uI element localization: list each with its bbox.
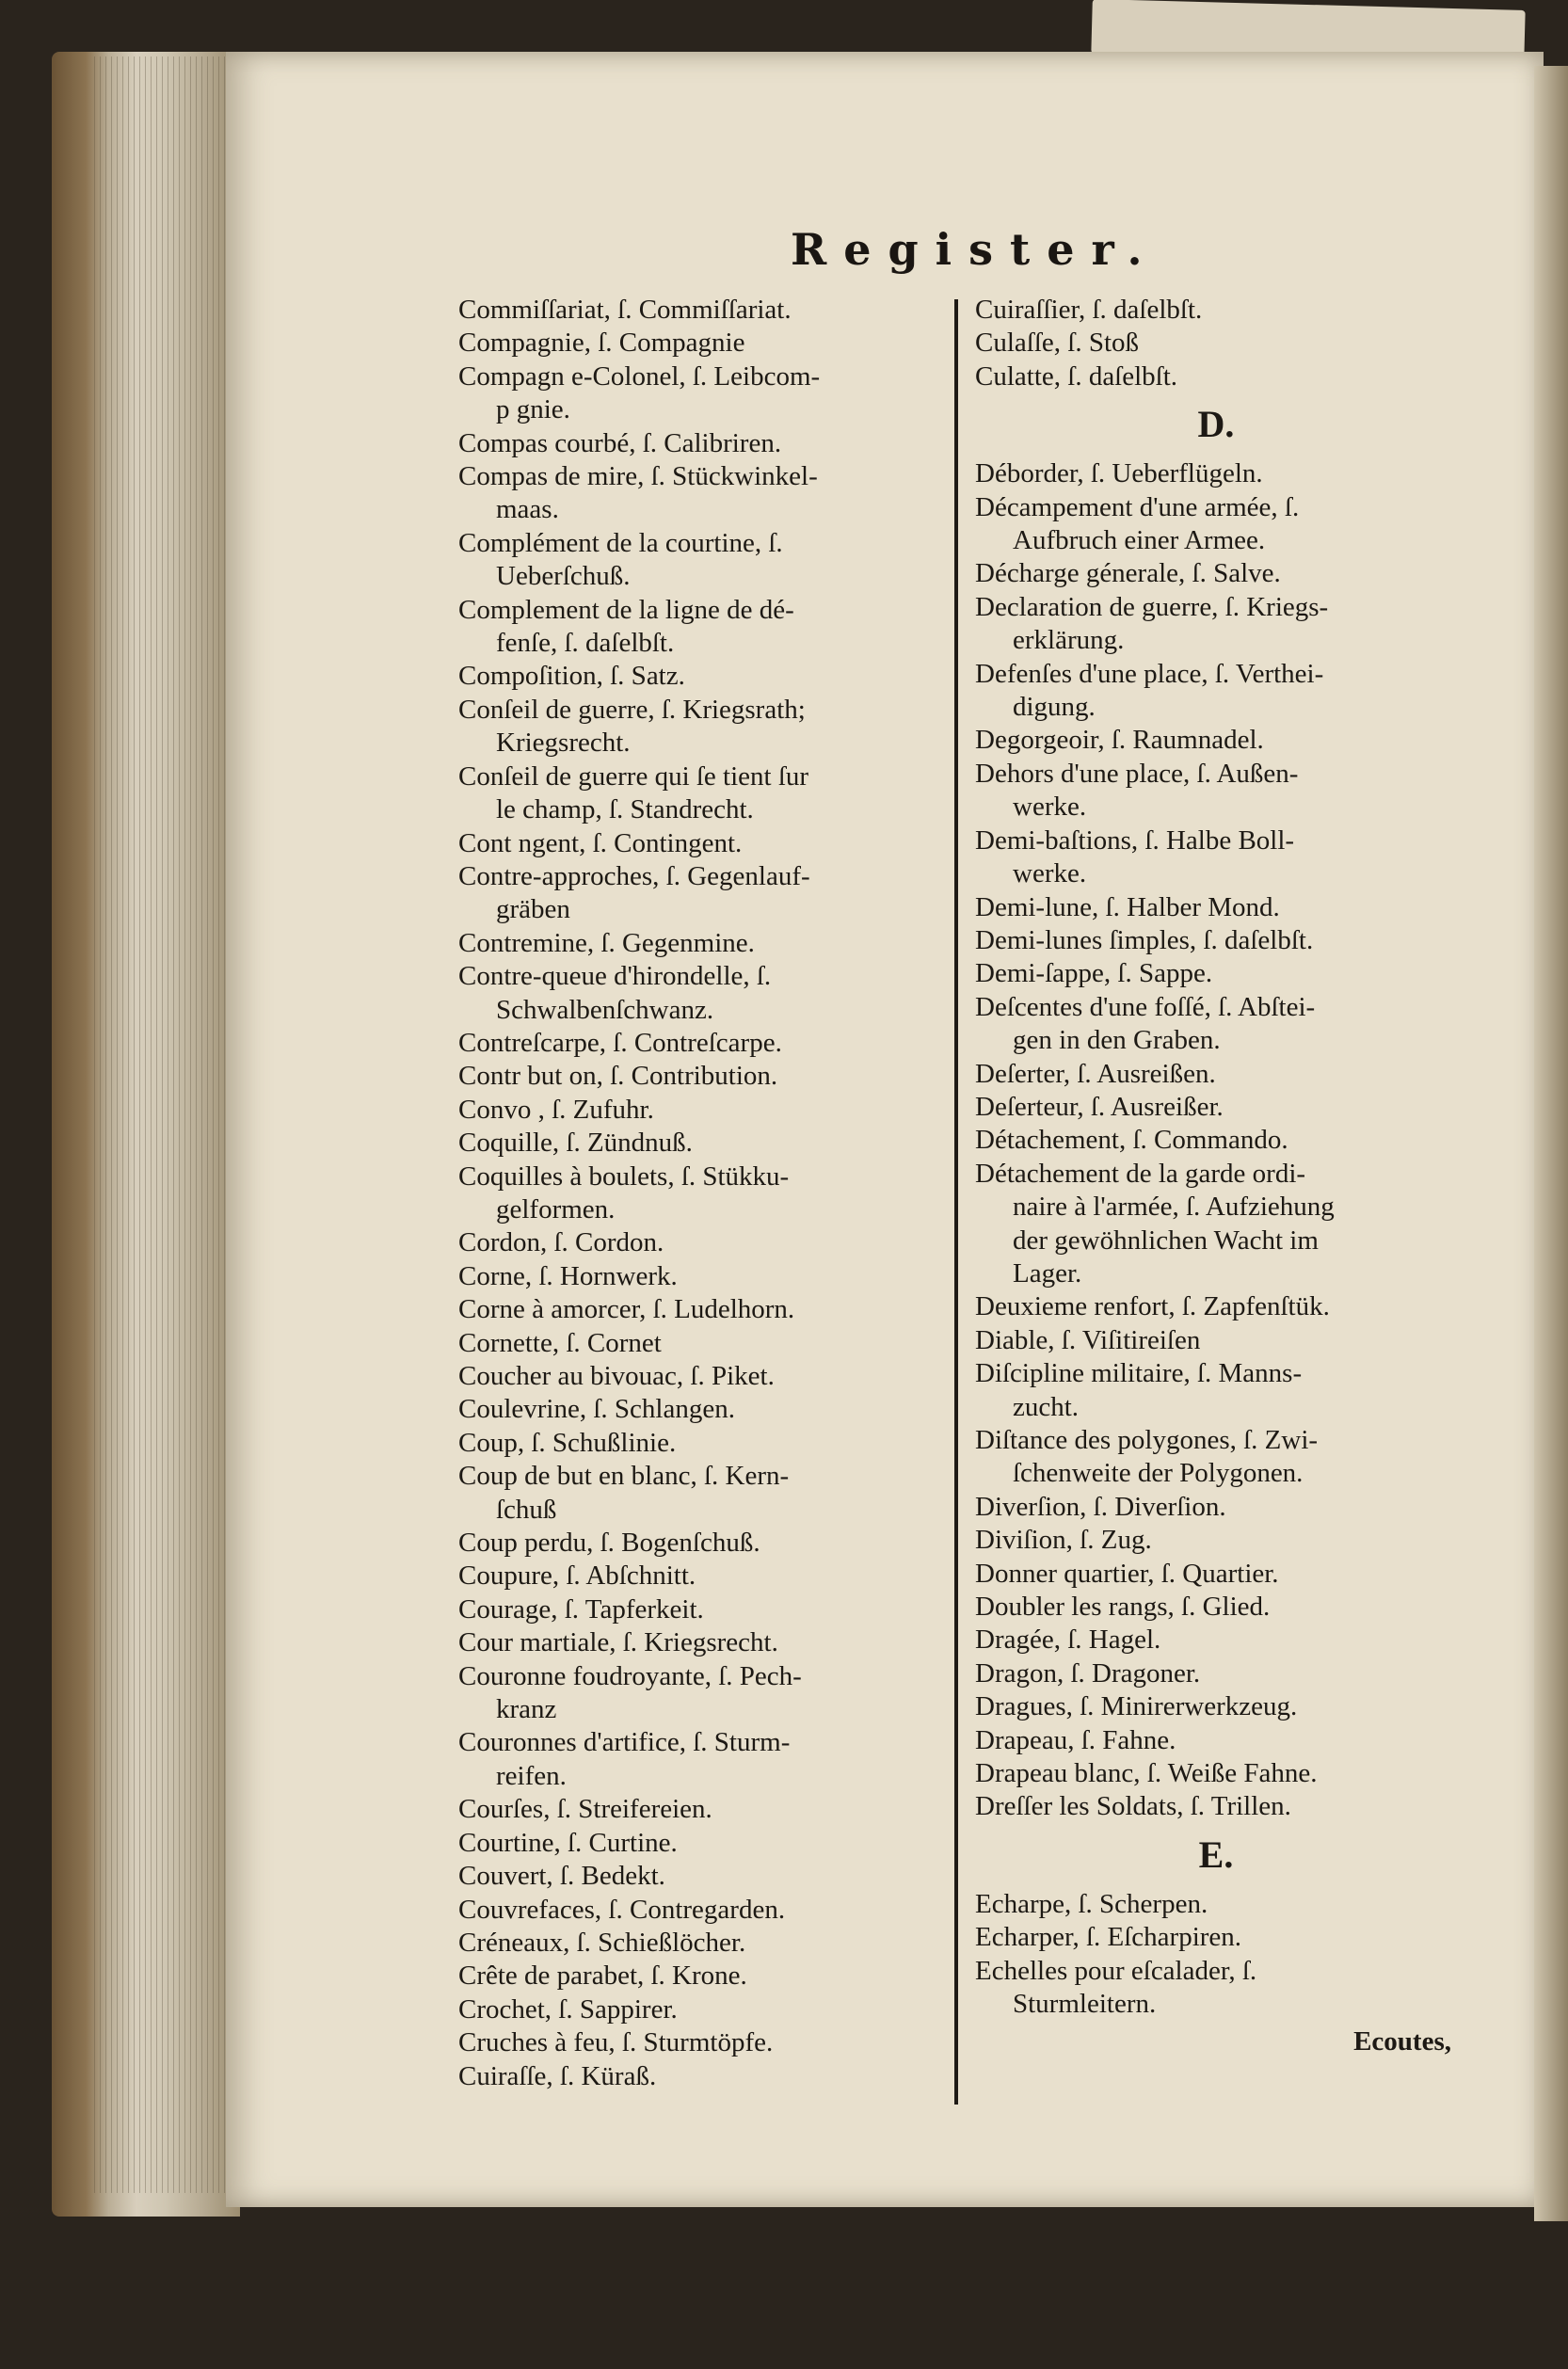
entry-line: Compas de mire, ſ. Stückwinkel- bbox=[458, 461, 818, 492]
column-rule bbox=[954, 299, 958, 2105]
entry-line: Compagn e-Colonel, ſ. Leibcom- bbox=[458, 360, 821, 392]
index-entry bbox=[975, 1657, 1457, 1690]
index-entry bbox=[975, 1690, 1457, 1723]
entry-line: Coucher au bivouac, ſ. Piket. bbox=[458, 1361, 775, 1391]
entry-line: Deſcentes d'une foſſé, ſ. Abſtei- bbox=[975, 991, 1316, 1022]
entry-continuation: gräben bbox=[496, 894, 570, 925]
entry-line: Compagnie, ſ. Compagnie bbox=[458, 328, 745, 359]
index-entry bbox=[458, 1827, 938, 1860]
index-entry bbox=[975, 1058, 1457, 1091]
entry-line: Compoſition, ſ. Satz. bbox=[458, 661, 685, 692]
left-column bbox=[458, 294, 938, 2093]
index-entry bbox=[975, 724, 1457, 757]
index-entry bbox=[458, 1960, 938, 1993]
entry-line: Détachement, ſ. Commando. bbox=[975, 1125, 1288, 1156]
entry-continuation: le champ, ſ. Standrecht. bbox=[496, 794, 754, 825]
entry-continuation: werke. bbox=[1013, 792, 1087, 823]
entry-line: Couvert, ſ. Bedekt. bbox=[458, 1861, 665, 1892]
index-entry bbox=[458, 1160, 938, 1227]
entry-line: Couronnes d'artifice, ſ. Sturm- bbox=[458, 1727, 791, 1758]
index-entry bbox=[458, 1993, 938, 2026]
entry-line: Doubler les rangs, ſ. Glied. bbox=[975, 1592, 1271, 1623]
index-entry bbox=[458, 1626, 938, 1659]
entry-continuation: gelformen. bbox=[496, 1193, 616, 1225]
entry-line: Dreſſer les Soldats, ſ. Trillen. bbox=[975, 1791, 1291, 1822]
index-entry bbox=[458, 427, 938, 460]
entry-line: Corne à amorcer, ſ. Ludelhorn. bbox=[458, 1294, 795, 1325]
index-entry bbox=[975, 1558, 1457, 1591]
index-entry bbox=[458, 1260, 938, 1293]
entry-line: Cruches à feu, ſ. Sturmtöpfe. bbox=[458, 2027, 774, 2058]
entry-line: Courſes, ſ. Streifereien. bbox=[458, 1794, 712, 1825]
index-entry bbox=[458, 1560, 938, 1593]
entry-line: Crochet, ſ. Sappirer. bbox=[458, 1993, 678, 2025]
entry-continuation: werke. bbox=[1013, 858, 1087, 889]
index-entry bbox=[458, 1226, 938, 1259]
entry-line: Cuiraſſier, ſ. daſelbſt. bbox=[975, 295, 1203, 325]
index-entry bbox=[458, 1793, 938, 1826]
index-entry bbox=[975, 1290, 1457, 1323]
entry-line: Contre-queue d'hirondelle, ſ. bbox=[458, 961, 772, 992]
index-entry bbox=[458, 1460, 938, 1527]
index-entry bbox=[975, 1324, 1457, 1357]
entry-line: Coquilles à boulets, ſ. Stükku- bbox=[458, 1160, 790, 1192]
entry-line: Coup, ſ. Schußlinie. bbox=[458, 1427, 677, 1458]
entry-line: Complément de la courtine, ſ. bbox=[458, 527, 783, 558]
entry-continuation: Lager. bbox=[1013, 1257, 1082, 1289]
index-entry bbox=[975, 991, 1457, 1058]
index-entry bbox=[458, 2026, 938, 2059]
entry-line: Créneaux, ſ. Schießlöcher. bbox=[458, 1927, 746, 1958]
right-column bbox=[975, 294, 1457, 2058]
entry-line: Deuxieme renfort, ſ. Zapfenſtük. bbox=[975, 1291, 1330, 1322]
entry-line: Convo , ſ. Zufuhr. bbox=[458, 1094, 654, 1125]
entry-line: Dragée, ſ. Hagel. bbox=[975, 1625, 1161, 1656]
index-entry bbox=[975, 557, 1457, 590]
right-page-edge bbox=[1534, 66, 1568, 2221]
entry-line: Cuiraſſe, ſ. Küraß. bbox=[458, 2060, 657, 2091]
entry-continuation: Kriegsrecht. bbox=[496, 728, 631, 759]
entry-line: Complement de la ligne de dé- bbox=[458, 594, 794, 625]
index-entry bbox=[458, 327, 938, 360]
entry-line: Contreſcarpe, ſ. Contreſcarpe. bbox=[458, 1027, 782, 1058]
index-entry bbox=[458, 527, 938, 594]
entry-continuation: fenſe, ſ. daſelbſt. bbox=[496, 628, 675, 659]
index-entry bbox=[975, 1357, 1457, 1424]
index-entry bbox=[975, 1524, 1457, 1557]
index-entry bbox=[458, 1094, 938, 1127]
entry-line: Echarpe, ſ. Scherpen. bbox=[975, 1888, 1208, 1919]
entry-line: Drapeau blanc, ſ. Weiße Fahne. bbox=[975, 1758, 1318, 1789]
index-entry bbox=[975, 1124, 1457, 1157]
index-entry bbox=[975, 591, 1457, 658]
index-entry bbox=[975, 1757, 1457, 1790]
entry-continuation: erklärung. bbox=[1013, 625, 1125, 656]
index-entry bbox=[458, 694, 938, 760]
index-entry bbox=[975, 957, 1457, 990]
entry-continuation: reifen. bbox=[496, 1760, 567, 1791]
index-entry bbox=[975, 658, 1457, 725]
entry-line: Echarper, ſ. Eſcharpiren. bbox=[975, 1922, 1242, 1953]
entry-line: Deſerter, ſ. Ausreißen. bbox=[975, 1058, 1216, 1089]
page-edges bbox=[94, 56, 226, 2193]
entry-line: Contr but on, ſ. Contribution. bbox=[458, 1061, 778, 1092]
entry-line: Coupure, ſ. Abſchnitt. bbox=[458, 1561, 696, 1592]
index-entry bbox=[975, 1591, 1457, 1624]
entry-line: Conſeil de guerre, ſ. Kriegsrath; bbox=[458, 694, 806, 725]
index-entry bbox=[458, 1860, 938, 1893]
right-column-e-entries bbox=[975, 1888, 1457, 2022]
entry-line: Culatte, ſ. daſelbſt. bbox=[975, 360, 1178, 392]
index-entry bbox=[975, 1091, 1457, 1124]
entry-line: Dehors d'une place, ſ. Außen- bbox=[975, 758, 1299, 789]
index-entry bbox=[458, 1660, 938, 1727]
entry-line: Coquille, ſ. Zündnuß. bbox=[458, 1128, 693, 1159]
entry-line: Diviſion, ſ. Zug. bbox=[975, 1525, 1152, 1556]
entry-line: Déborder, ſ. Ueberflügeln. bbox=[975, 458, 1263, 489]
index-entry bbox=[458, 860, 938, 927]
entry-continuation: Sturmleitern. bbox=[1013, 1989, 1157, 2020]
entry-continuation: maas. bbox=[496, 494, 559, 525]
index-entry bbox=[458, 1327, 938, 1360]
entry-line: Donner quartier, ſ. Quartier. bbox=[975, 1558, 1279, 1589]
entry-line: Couvrefaces, ſ. Contregarden. bbox=[458, 1894, 786, 1925]
entry-line: Cornette, ſ. Cornet bbox=[458, 1327, 662, 1358]
index-entry bbox=[458, 1427, 938, 1460]
index-entry bbox=[458, 827, 938, 860]
index-entry bbox=[458, 1527, 938, 1560]
entry-line: Diſtance des polygones, ſ. Zwi- bbox=[975, 1425, 1319, 1455]
entry-continuation: kranz bbox=[496, 1694, 557, 1725]
catchword: Ecoutes, bbox=[1353, 2025, 1451, 2057]
entry-continuation: Aufbruch einer Armee. bbox=[1013, 525, 1266, 556]
entry-line: Dragon, ſ. Dragoner. bbox=[975, 1657, 1201, 1689]
index-entry bbox=[975, 457, 1457, 490]
entry-line: Coup de but en blanc, ſ. Kern- bbox=[458, 1461, 790, 1492]
index-entry bbox=[975, 1424, 1457, 1491]
entry-line: Dragues, ſ. Minirerwerkzeug. bbox=[975, 1691, 1298, 1722]
index-entry bbox=[975, 1624, 1457, 1657]
entry-line: Cordon, ſ. Cordon. bbox=[458, 1227, 664, 1258]
section-letter-e: E. bbox=[1198, 1833, 1234, 1876]
entry-line: Diſcipline militaire, ſ. Manns- bbox=[975, 1358, 1303, 1389]
entry-line: Corne, ſ. Hornwerk. bbox=[458, 1260, 678, 1291]
index-entry bbox=[975, 1491, 1457, 1524]
entry-line: Declaration de guerre, ſ. Kriegs- bbox=[975, 591, 1329, 622]
index-entry bbox=[975, 891, 1457, 924]
entry-line: Degorgeoir, ſ. Raumnadel. bbox=[975, 725, 1264, 756]
entry-line: Conſeil de guerre qui ſe tient ſur bbox=[458, 760, 809, 792]
index-entry bbox=[458, 2060, 938, 2093]
entry-line: Defenſes d'une place, ſ. Verthei- bbox=[975, 658, 1324, 689]
index-entry bbox=[458, 1127, 938, 1160]
entry-continuation: ſchuß bbox=[496, 1494, 557, 1525]
index-entry bbox=[975, 360, 1457, 393]
index-entry bbox=[975, 924, 1457, 957]
index-entry bbox=[458, 1027, 938, 1060]
entry-line: Détachement de la garde ordi- bbox=[975, 1158, 1306, 1189]
entry-line: Courage, ſ. Tapferkeit. bbox=[458, 1593, 704, 1625]
index-entry bbox=[458, 1393, 938, 1426]
index-entry bbox=[458, 1593, 938, 1626]
section-letter-d: D. bbox=[1197, 403, 1235, 446]
index-entry bbox=[975, 1724, 1457, 1757]
index-entry bbox=[458, 1726, 938, 1793]
entry-line: Couronne foudroyante, ſ. Pech- bbox=[458, 1660, 802, 1691]
index-entry bbox=[975, 491, 1457, 558]
index-entry bbox=[458, 960, 938, 1027]
entry-line: Contremine, ſ. Gegenmine. bbox=[458, 927, 755, 958]
entry-line: Coulevrine, ſ. Schlangen. bbox=[458, 1394, 735, 1425]
index-entry bbox=[458, 1894, 938, 1927]
index-entry bbox=[458, 660, 938, 693]
entry-continuation: naire à l'armée, ſ. Aufziehung bbox=[1013, 1192, 1335, 1223]
entry-line: Culaſſe, ſ. Stoß bbox=[975, 328, 1139, 359]
entry-line: Commiſſariat, ſ. Commiſſariat. bbox=[458, 295, 792, 325]
entry-line: Contre-approches, ſ. Gegenlauf- bbox=[458, 860, 810, 891]
entry-line: Diverſion, ſ. Diverſion. bbox=[975, 1491, 1226, 1522]
entry-line: Courtine, ſ. Curtine. bbox=[458, 1827, 678, 1858]
index-entry bbox=[975, 758, 1457, 824]
index-entry bbox=[458, 594, 938, 661]
entry-continuation: der gewöhnlichen Wacht im bbox=[1013, 1225, 1319, 1256]
index-entry bbox=[975, 1158, 1457, 1291]
index-entry bbox=[458, 360, 938, 427]
index-entry bbox=[975, 294, 1457, 327]
entry-line: Décharge génerale, ſ. Salve. bbox=[975, 558, 1281, 589]
entry-continuation: gen in den Graben. bbox=[1013, 1025, 1221, 1056]
entry-line: Demi-lunes ſimples, ſ. daſelbſt. bbox=[975, 924, 1314, 955]
index-entry bbox=[458, 1360, 938, 1393]
index-entry bbox=[975, 327, 1457, 360]
entry-continuation: Schwalbenſchwanz. bbox=[496, 994, 714, 1025]
index-entry bbox=[458, 294, 938, 327]
entry-line: Compas courbé, ſ. Calibriren. bbox=[458, 427, 782, 458]
entry-line: Demi-baſtions, ſ. Halbe Boll- bbox=[975, 824, 1295, 856]
index-entry bbox=[458, 927, 938, 960]
index-entry bbox=[975, 1955, 1457, 2022]
entry-line: Drapeau, ſ. Fahne. bbox=[975, 1724, 1176, 1755]
index-entry bbox=[458, 760, 938, 827]
index-entry bbox=[975, 1921, 1457, 1954]
entry-line: Crête de parabet, ſ. Krone. bbox=[458, 1961, 747, 1992]
entry-continuation: Ueberſchuß. bbox=[496, 561, 631, 592]
entry-line: Cont ngent, ſ. Contingent. bbox=[458, 827, 743, 858]
entry-line: Cour martiale, ſ. Kriegsrecht. bbox=[458, 1627, 778, 1658]
entry-line: Diable, ſ. Viſitireiſen bbox=[975, 1324, 1201, 1355]
index-entry bbox=[458, 1927, 938, 1960]
page-header: Register. bbox=[791, 224, 1160, 275]
entry-continuation: ſchenweite der Polygonen. bbox=[1013, 1458, 1304, 1489]
index-entry bbox=[975, 1888, 1457, 1921]
entry-continuation: p gnie. bbox=[496, 394, 570, 425]
index-entry bbox=[458, 1293, 938, 1326]
entry-line: Coup perdu, ſ. Bogenſchuß. bbox=[458, 1528, 760, 1559]
entry-line: Décampement d'une armée, ſ. bbox=[975, 491, 1300, 522]
entry-continuation: zucht. bbox=[1013, 1391, 1080, 1422]
index-entry bbox=[975, 824, 1457, 891]
entry-line: Deſerteur, ſ. Ausreißer. bbox=[975, 1091, 1224, 1122]
index-entry bbox=[458, 460, 938, 527]
right-column-d-entries bbox=[975, 457, 1457, 1824]
entry-line: Echelles pour eſcalader, ſ. bbox=[975, 1955, 1257, 1986]
index-entry bbox=[975, 1790, 1457, 1823]
entry-line: Demi-ſappe, ſ. Sappe. bbox=[975, 958, 1213, 989]
right-column-c-entries bbox=[975, 294, 1457, 393]
entry-continuation: digung. bbox=[1013, 692, 1096, 723]
index-entry bbox=[458, 1060, 938, 1093]
entry-line: Demi-lune, ſ. Halber Mond. bbox=[975, 891, 1280, 922]
